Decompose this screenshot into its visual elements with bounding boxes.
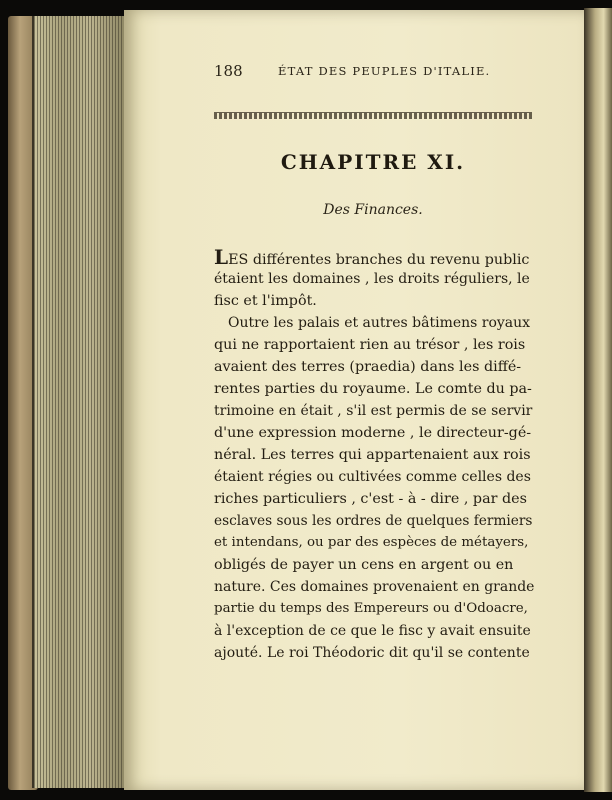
- body-text: [214, 246, 534, 664]
- text-line: qui ne rapportaient rien au trésor , les rois: [214, 337, 526, 353]
- text-line: partie du temps des Empereurs ou d'Odoacre,: [214, 601, 528, 616]
- section-title: Des Finances.: [323, 202, 423, 218]
- text-line: avaient des terres (praedia) dans les diffé-: [214, 359, 522, 375]
- text-line: riches particuliers , c'est - à - dire , par des: [214, 491, 527, 507]
- text-line: et intendans, ou par des espèces de métayers,: [214, 535, 529, 550]
- text-line: ajouté. Le roi Théodoric dit qu'il se contente: [214, 645, 530, 661]
- running-head: [214, 62, 534, 82]
- running-title: ÉTAT DES PEUPLES D'ITALIE.: [278, 64, 491, 78]
- binding-gutter: [584, 8, 612, 792]
- drop-cap: L: [214, 245, 229, 269]
- page-number: 188: [214, 62, 243, 80]
- text-line: fisc et l'impôt.: [214, 293, 317, 309]
- text-line: trimoine en était , s'il est permis de se servir: [214, 403, 533, 419]
- page-block-edges: [32, 16, 126, 788]
- text-line: néral. Les terres qui appartenaient aux rois: [214, 447, 531, 463]
- chapter-title: CHAPITRE XI.: [280, 150, 466, 174]
- text-line: étaient régies ou cultivées comme celles des: [214, 469, 531, 485]
- text-line: d'une expression moderne , le directeur-gé-: [214, 425, 532, 441]
- text-line: obligés de payer un cens en argent ou en: [214, 557, 514, 573]
- text-line: rentes parties du royaume. Le comte du pa-: [214, 381, 532, 397]
- text-line: nature. Ces domaines provenaient en grande: [214, 579, 535, 595]
- ornamental-rule: [214, 112, 532, 119]
- text-line: étaient les domaines , les droits réguliers, le: [214, 271, 530, 287]
- text-line: à l'exception de ce que le fisc y avait ensuite: [214, 623, 531, 639]
- text-line: LES différentes branches du revenu public: [214, 245, 530, 269]
- text-line: Outre les palais et autres bâtimens royaux: [228, 315, 531, 331]
- text-line: esclaves sous les ordres de quelques fermiers: [214, 513, 533, 529]
